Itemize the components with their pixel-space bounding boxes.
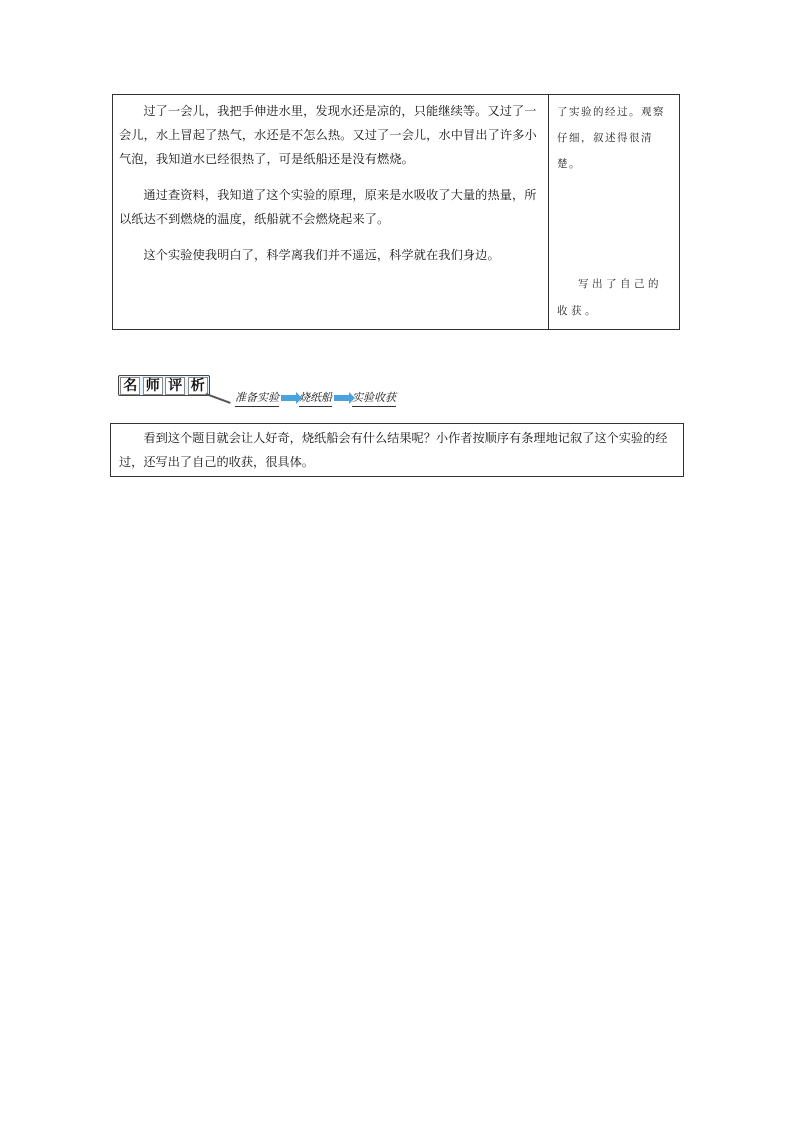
essay-text-column [113, 95, 549, 329]
arrow-right-icon [334, 395, 350, 401]
side-note: 写出了自己的收获。 [557, 278, 662, 317]
essay-paragraph: 通过查资料，我知道了这个实验的原理，原来是水吸收了大量的热量，所以纸达不到燃烧的温度，纸船就不会燃烧起来了。 [119, 188, 537, 226]
flow-step: 烧纸船 [299, 389, 332, 407]
title-connector-line [206, 393, 231, 403]
title-char: 析 [188, 377, 208, 395]
section-title-badge [118, 375, 210, 396]
essay-paragraph: 这个实验使我明白了，科学离我们并不遥远，科学就在我们身边。 [143, 248, 500, 262]
essay-paragraph: 过了一会儿，我把手伸进水里，发现水还是凉的，只能继续等。又过了一会儿，水上冒起了热气，水还是不怎么热。又过了一会儿，水中冒出了许多小气泡，我知道水已经很热了，可是纸船还是没有燃烧。 [119, 104, 537, 166]
title-char: 评 [165, 377, 185, 395]
annotation-column [549, 95, 679, 329]
teacher-comment-text: 看到这个题目就会让人好奇，烧纸船会有什么结果呢？小作者按顺序有条理地记叙了这个实验的经过，还写出了自己的收获，很具体。 [119, 431, 668, 469]
side-note: 了实验的经过。观察仔细，叙述得很清楚。 [557, 106, 665, 170]
flow-step: 实验收获 [352, 389, 396, 407]
structure-flow [235, 389, 396, 407]
section-header [118, 375, 438, 403]
title-char: 师 [143, 377, 163, 395]
title-char: 名 [120, 377, 140, 395]
arrow-right-icon [281, 395, 297, 401]
essay-table [112, 94, 680, 330]
teacher-comment-box [110, 423, 684, 477]
flow-step: 准备实验 [235, 389, 279, 407]
